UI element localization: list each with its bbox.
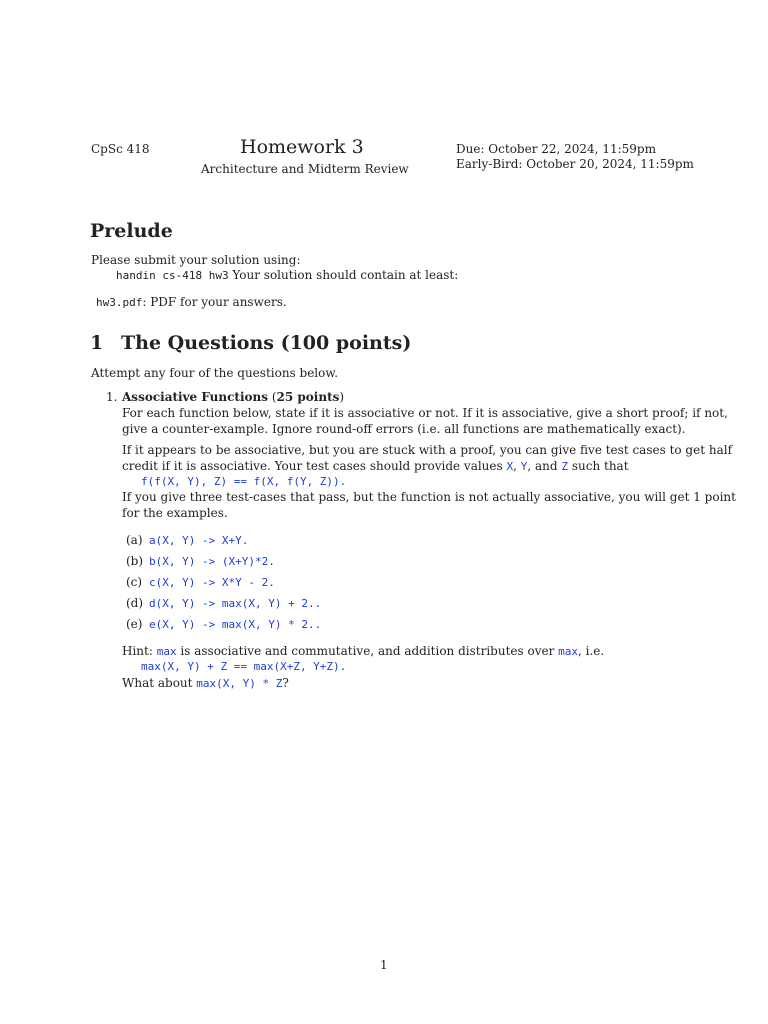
due-dates — [456, 142, 694, 172]
list-item — [126, 575, 321, 596]
associativity-code: f(f(X, Y), Z) == f(X, f(Y, Z)). — [141, 475, 347, 488]
list-item — [126, 596, 321, 617]
list-item — [126, 617, 321, 638]
hint-max-code: max — [558, 645, 579, 658]
item-code: b(X, Y) -> (X+Y)*2. — [149, 555, 275, 568]
item-label: (a) — [126, 533, 143, 547]
q1-paragraph3-line2: for the examples. — [122, 506, 228, 520]
paren-open: ( — [268, 390, 277, 404]
question-title-line — [122, 390, 344, 404]
var-z: Z — [561, 460, 569, 473]
item-code: c(X, Y) -> X*Y - 2. — [149, 576, 275, 589]
text-span: Hint: — [122, 644, 157, 658]
file-description: : PDF for your answers. — [142, 295, 287, 309]
text-span: What about — [122, 676, 197, 690]
q1-paragraph2-line1: If it appears to be associative, but you are stuck with a proof, you can give five test cases to get half — [122, 443, 733, 457]
item-label: (c) — [126, 575, 143, 589]
hint-line — [122, 644, 604, 658]
section-title: The Questions (100 points) — [121, 332, 412, 354]
q1-paragraph2-line2 — [122, 459, 629, 473]
text-span: , i.e. — [578, 644, 605, 658]
item-label: (b) — [126, 554, 144, 568]
due-date: Due: October 22, 2024, 11:59pm — [456, 142, 656, 156]
question-number: 1. — [106, 390, 118, 404]
section-number: 1 — [90, 332, 104, 354]
handin-command: handin cs-418 hw3 — [116, 269, 229, 282]
var-y: Y — [520, 460, 528, 473]
function-list — [126, 533, 321, 638]
text-span: is associative and commutative, and addition distributes over — [176, 644, 559, 658]
document-title: Homework 3 — [240, 136, 364, 158]
section-heading — [90, 332, 411, 354]
question-title: Associative Functions — [122, 390, 269, 404]
text-span: , — [513, 459, 521, 473]
item-code: d(X, Y) -> max(X, Y) + 2.. — [149, 597, 322, 610]
item-code: e(X, Y) -> max(X, Y) * 2.. — [149, 618, 322, 631]
hint-code: max(X, Y) + Z == max(X+Z, Y+Z). — [141, 660, 347, 673]
text-span: such that — [568, 459, 629, 473]
file-name: hw3.pdf — [96, 296, 143, 309]
what-about-line — [122, 676, 289, 690]
text-span: , and — [527, 459, 562, 473]
page-number: 1 — [380, 958, 388, 972]
required-file — [96, 295, 287, 309]
prelude-line1: Please submit your solution using: — [91, 253, 301, 267]
q1-paragraph1-line1: For each function below, state if it is associative or not. If it is associative, give a short proof; if not, — [122, 406, 728, 420]
early-bird-date: Early-Bird: October 20, 2024, 11:59pm — [456, 157, 694, 171]
q1-paragraph1-line2: give a counter-example. Ignore round-off errors (i.e. all functions are mathematically exact). — [122, 422, 686, 436]
section-intro: Attempt any four of the questions below. — [91, 366, 339, 380]
what-about-code: max(X, Y) * Z — [196, 677, 283, 690]
prelude-submit-line — [116, 268, 458, 282]
document-subtitle: Architecture and Midterm Review — [201, 162, 409, 176]
item-code: a(X, Y) -> X+Y. — [149, 534, 249, 547]
item-label: (d) — [126, 596, 144, 610]
hint-max-code: max — [156, 645, 177, 658]
q1-paragraph3-line1: If you give three test-cases that pass, but the function is not actually associative, you will get 1 point — [122, 490, 736, 504]
text-span: credit if it is associative. Your test cases should provide values — [122, 459, 507, 473]
item-label: (e) — [126, 617, 143, 631]
text-span: ? — [282, 676, 289, 690]
var-x: X — [506, 460, 514, 473]
course-code: CpSc 418 — [91, 142, 150, 156]
prelude-heading: Prelude — [90, 220, 173, 242]
paren-close: ) — [339, 390, 345, 404]
list-item — [126, 533, 321, 554]
list-item — [126, 554, 321, 575]
question-points: 25 points — [276, 390, 340, 404]
prelude-line2: Your solution should contain at least: — [228, 268, 459, 282]
